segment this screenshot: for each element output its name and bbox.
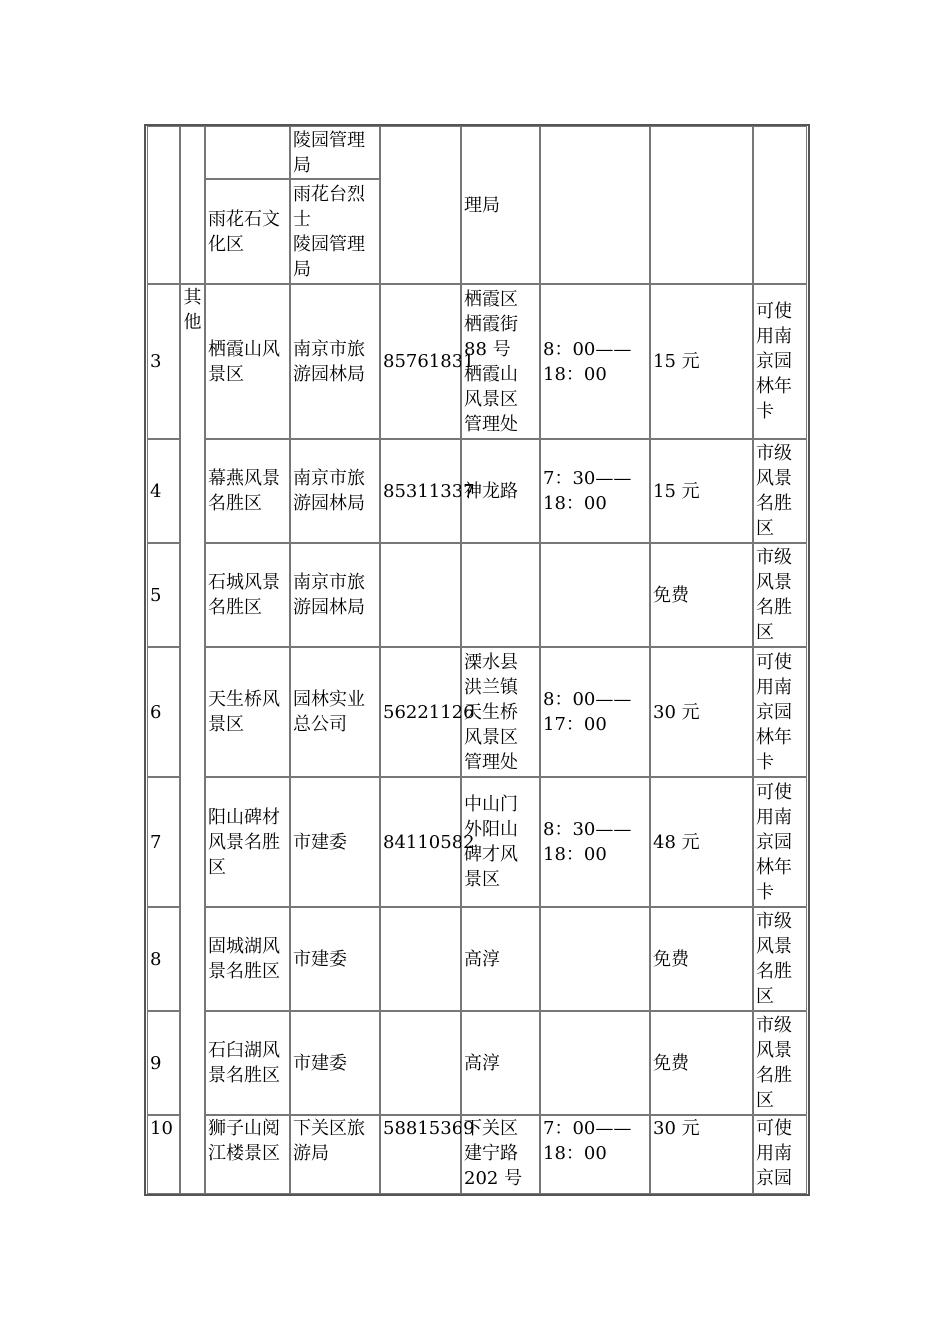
- row-3-price-cell: 15 元: [650, 284, 753, 439]
- row-9-scenic-cell: 石臼湖风 景名胜区: [205, 1011, 290, 1115]
- row-8-address-cell: 高淳: [461, 907, 540, 1011]
- row-5-hours-cell: [540, 543, 650, 647]
- row-3-hours-cell: 8：00—— 18：00: [540, 284, 650, 439]
- cont-num-cell: [147, 126, 180, 284]
- row-7-num-cell: 7: [147, 777, 180, 907]
- row-3-note-cell: 可使 用南 京园 林年 卡: [753, 284, 807, 439]
- cont-dept-cell: 雨花台烈 士 陵园管理 局: [290, 179, 380, 284]
- row-5-phone-cell: [380, 543, 461, 647]
- row-6-dept-cell: 园林实业 总公司: [290, 647, 380, 777]
- row-9-dept-cell: 市建委: [290, 1011, 380, 1115]
- row-7-dept-cell: 市建委: [290, 777, 380, 907]
- row-9-address-cell: 高淳: [461, 1011, 540, 1115]
- row-6-address-cell: 溧水县 洪兰镇 天生桥 风景区 管理处: [461, 647, 540, 777]
- cont-cat-cell: [180, 126, 205, 284]
- row-3-phone-cell: 85761831: [380, 284, 461, 439]
- cont-scenic-cell: [205, 126, 290, 179]
- row-8-hours-cell: [540, 907, 650, 1011]
- row-8-num-cell: 8: [147, 907, 180, 1011]
- row-9-phone-cell: [380, 1011, 461, 1115]
- row-10-phone-cell: 58815369: [380, 1115, 461, 1194]
- row-6-hours-cell: 8：00—— 17：00: [540, 647, 650, 777]
- row-8-price-cell: 免费: [650, 907, 753, 1011]
- row-10-num-cell: 10: [147, 1115, 180, 1194]
- row-9-hours-cell: [540, 1011, 650, 1115]
- row-9-num-cell: 9: [147, 1011, 180, 1115]
- row-9-price-cell: 免费: [650, 1011, 753, 1115]
- row-4-num-cell: 4: [147, 439, 180, 543]
- row-7-price-cell: 48 元: [650, 777, 753, 907]
- category-cell: 其 他: [180, 284, 205, 1194]
- cont-scenic-cell: 雨花石文 化区: [205, 179, 290, 284]
- row-5-note-cell: 市级 风景 名胜 区: [753, 543, 807, 647]
- row-10-address-cell: 下关区 建宁路 202 号: [461, 1115, 540, 1194]
- cont-dept-cell: 陵园管理 局: [290, 126, 380, 179]
- row-7-hours-cell: 8：30—— 18：00: [540, 777, 650, 907]
- row-5-num-cell: 5: [147, 543, 180, 647]
- row-6-scenic-cell: 天生桥风 景区: [205, 647, 290, 777]
- row-6-phone-cell: 56221126: [380, 647, 461, 777]
- row-4-phone-cell: 85311337: [380, 439, 461, 543]
- row-6-price-cell: 30 元: [650, 647, 753, 777]
- cont-price-cell: [650, 126, 753, 284]
- row-5-scenic-cell: 石城风景 名胜区: [205, 543, 290, 647]
- row-10-dept-cell: 下关区旅 游局: [290, 1115, 380, 1194]
- row-7-phone-cell: 84110582: [380, 777, 461, 907]
- row-4-scenic-cell: 幕燕风景 名胜区: [205, 439, 290, 543]
- cont-note-cell: [753, 126, 807, 284]
- row-10-scenic-cell: 狮子山阅 江楼景区: [205, 1115, 290, 1194]
- row-4-dept-cell: 南京市旅 游园林局: [290, 439, 380, 543]
- row-3-scenic-cell: 栖霞山风 景区: [205, 284, 290, 439]
- row-4-note-cell: 市级 风景 名胜 区: [753, 439, 807, 543]
- row-3-dept-cell: 南京市旅 游园林局: [290, 284, 380, 439]
- row-8-phone-cell: [380, 907, 461, 1011]
- cont-phone-cell: [380, 126, 461, 284]
- row-6-num-cell: 6: [147, 647, 180, 777]
- row-10-hours-cell: 7：00—— 18：00: [540, 1115, 650, 1194]
- row-3-num-cell: 3: [147, 284, 180, 439]
- row-7-note-cell: 可使 用南 京园 林年 卡: [753, 777, 807, 907]
- row-8-note-cell: 市级 风景 名胜 区: [753, 907, 807, 1011]
- row-4-price-cell: 15 元: [650, 439, 753, 543]
- row-7-scenic-cell: 阳山碑材 风景名胜 区: [205, 777, 290, 907]
- row-8-dept-cell: 市建委: [290, 907, 380, 1011]
- row-3-address-cell: 栖霞区 栖霞街 88 号 栖霞山 风景区 管理处: [461, 284, 540, 439]
- row-10-price-cell: 30 元: [650, 1115, 753, 1194]
- row-4-hours-cell: 7：30—— 18：00: [540, 439, 650, 543]
- row-9-note-cell: 市级 风景 名胜 区: [753, 1011, 807, 1115]
- row-8-scenic-cell: 固城湖风 景名胜区: [205, 907, 290, 1011]
- cont-address-cell: 理局: [461, 126, 540, 284]
- row-7-address-cell: 中山门 外阳山 碑才风 景区: [461, 777, 540, 907]
- row-5-address-cell: [461, 543, 540, 647]
- row-5-price-cell: 免费: [650, 543, 753, 647]
- row-6-note-cell: 可使 用南 京园 林年 卡: [753, 647, 807, 777]
- row-4-address-cell: 神龙路: [461, 439, 540, 543]
- row-10-note-cell: 可使 用南 京园: [753, 1115, 807, 1194]
- cont-hours-cell: [540, 126, 650, 284]
- row-5-dept-cell: 南京市旅 游园林局: [290, 543, 380, 647]
